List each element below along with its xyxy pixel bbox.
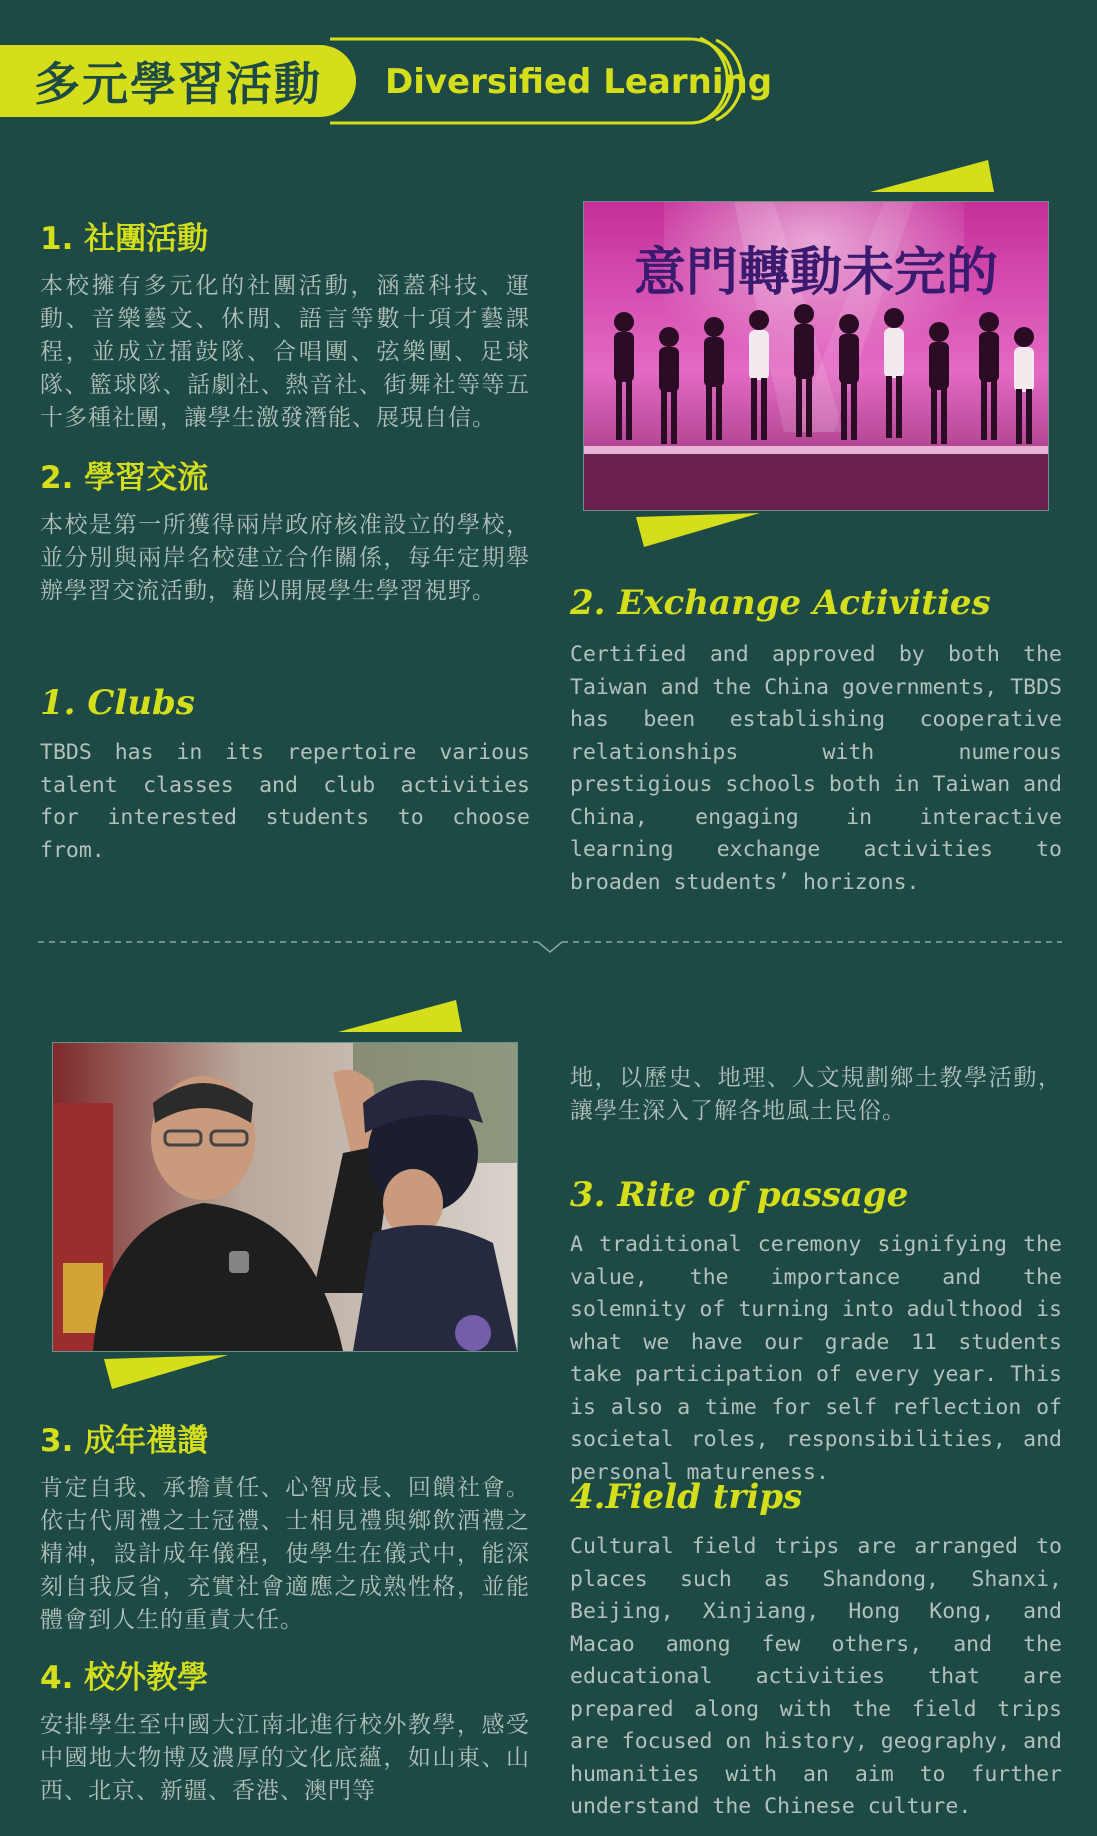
section-exchange-cn xyxy=(40,452,530,608)
exchange-cn-heading: 2. 學習交流 xyxy=(40,460,209,496)
photo1-bottom-accent xyxy=(636,513,762,549)
section-clubs-cn xyxy=(40,213,530,435)
rite-of-passage-photo xyxy=(52,1042,518,1352)
section-field-cn-continued xyxy=(570,1062,1062,1128)
field-en-body: Cultural field trips are arranged to places such as Shandong, Shanxi, Beijing, Xinjiang, Hong Kong, and Macao among few others, and the educational activities that are prepared along with the field trips are focused on history, geography, and humanities with an aim to further understand the Chinese culture. xyxy=(570,1534,1062,1819)
header-title-pill xyxy=(0,45,356,117)
photo2-top-accent xyxy=(338,1000,464,1036)
photo1-top-accent xyxy=(870,160,996,196)
section-divider xyxy=(38,930,1062,960)
field-cn-continued-body: 地，以歷史、地理、人文規劃鄉土教學活動，讓學生深入了解各地風土民俗。 xyxy=(570,1065,1062,1124)
stage-dance-photo xyxy=(583,201,1049,511)
exchange-en-heading: 2. Exchange Activities xyxy=(570,583,991,623)
exchange-en-body: Certified and approved by both the Taiwan and the China governments, TBDS has been establishing cooperative relationships with numerous prestigious schools both in Taiwan and China, engaging in interactive learning exchange activities to broaden students’ horizons. xyxy=(570,642,1062,895)
header-title-en: Diversified Learning xyxy=(385,62,773,102)
clubs-en-body: TBDS has in its repertoire various talent classes and club activities for interested students to choose from. xyxy=(40,740,530,863)
section-rite-en xyxy=(570,1175,1062,1489)
clubs-cn-body: 本校擁有多元化的社團活動，涵蓋科技、運動、音樂藝文、休閒、語言等數十項才藝課程，並成立擂鼓隊、合唱團、弦樂團、足球隊、籃球隊、話劇社、熱音社、街舞社等等五十多種社團，讓學生激發潛能、展現自信。 xyxy=(40,273,530,431)
rite-en-body: A traditional ceremony signifying the value, the importance and the solemnity of turning into adulthood is what we have our grade 11 students take participation of every year. This is also a time for self reflection of societal roles, responsibilities, and personal matureness. xyxy=(570,1232,1062,1485)
photo2-bottom-accent xyxy=(104,1355,230,1391)
rite-cn-body: 肯定自我、承擔責任、心智成長、回饋社會。依古代周禮之士冠禮、士相見禮與鄉飲酒禮之精神，設計成年儀程，使學生在儀式中，能深刻自我反省，充實社會適應之成熟性格，並能體會到人生的重責大任。 xyxy=(40,1475,530,1633)
exchange-cn-body: 本校是第一所獲得兩岸政府核准設立的學校，並分別與兩岸名校建立合作關係，每年定期舉辦學習交流活動，藉以開展學生學習視野。 xyxy=(40,512,530,604)
field-en-heading: 4.Field trips xyxy=(570,1477,803,1517)
section-rite-cn xyxy=(40,1415,530,1637)
clubs-cn-heading: 1. 社團活動 xyxy=(40,221,209,257)
header-title-cn: 多元學習活動 xyxy=(34,57,322,111)
rite-cn-heading: 3. 成年禮讚 xyxy=(40,1423,209,1459)
section-clubs-en xyxy=(40,683,530,867)
section-field-en xyxy=(570,1477,1062,1824)
field-cn-heading: 4. 校外教學 xyxy=(40,1660,209,1696)
clubs-en-heading: 1. Clubs xyxy=(40,683,195,723)
section-exchange-en xyxy=(570,583,1062,899)
rite-en-heading: 3. Rite of passage xyxy=(570,1175,909,1215)
field-cn-body: 安排學生至中國大江南北進行校外教學，感受中國地大物博及濃厚的文化底蘊，如山東、山西、北京、新疆、香港、澳門等 xyxy=(40,1712,530,1804)
section-field-cn xyxy=(40,1652,530,1808)
stage-banner-text: 意門轉動未完的 xyxy=(633,242,999,303)
